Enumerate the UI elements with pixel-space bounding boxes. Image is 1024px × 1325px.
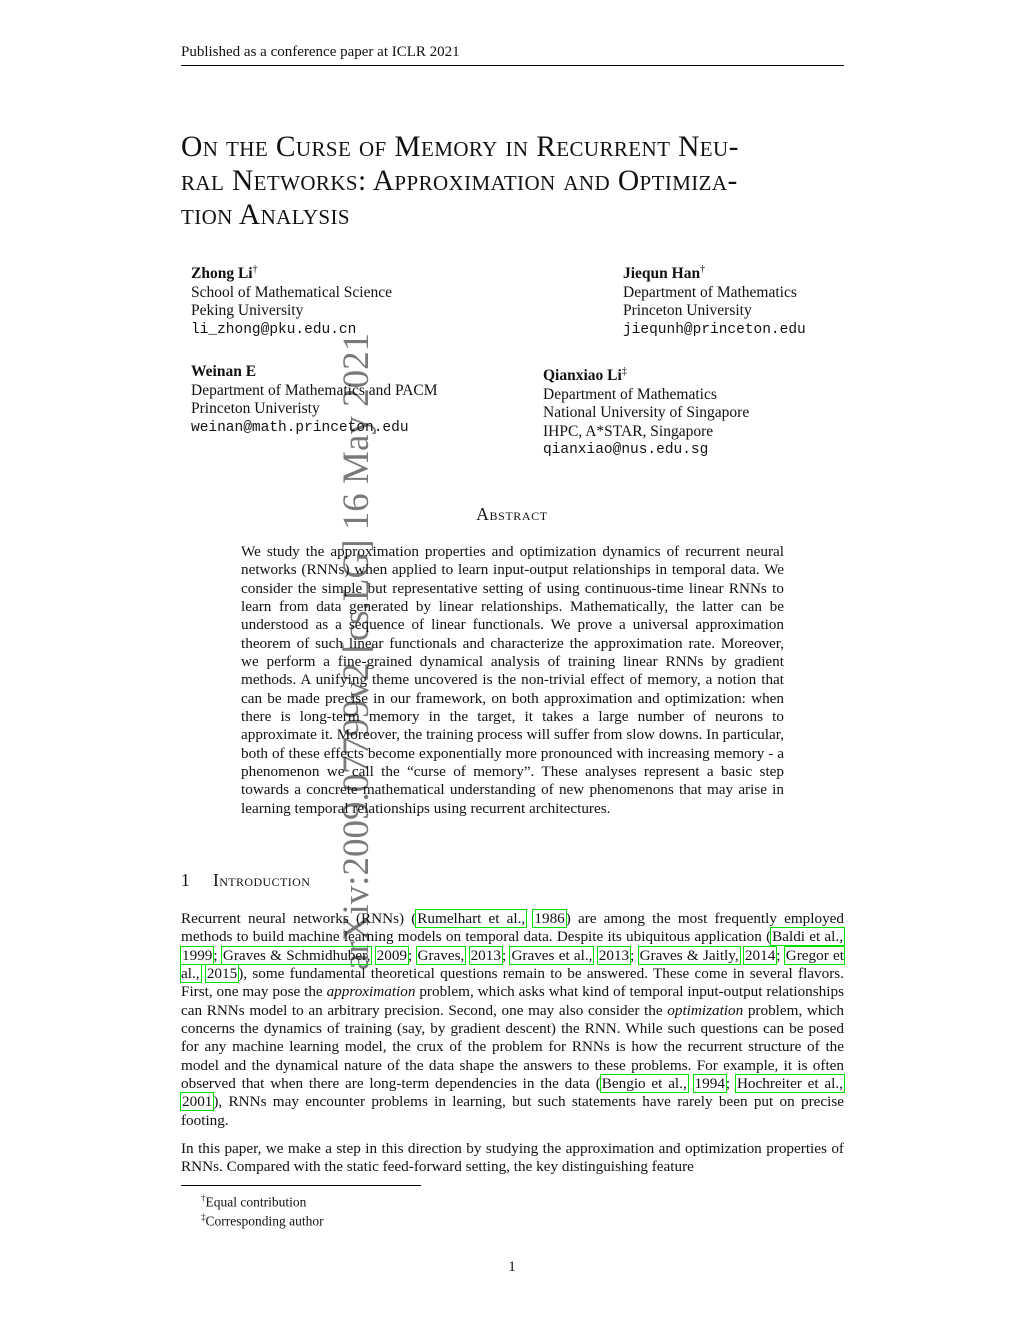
- footnote-text: Corresponding author: [205, 1213, 324, 1229]
- footnote-text: Equal contribution: [205, 1194, 307, 1210]
- emphasis-optimization: optimization: [667, 1001, 744, 1019]
- author-affiliation: National University of Singapore: [543, 404, 750, 422]
- footnote-2: [201, 1208, 324, 1231]
- author-affiliation: School of Mathematical Science: [191, 283, 393, 301]
- author-mark: †: [700, 264, 706, 275]
- text-run: problem, which concerns the dynamics of training (say, by gradient descent) the RNN. While such questions can be posed for any machine learning model, the crux of the problem for RNNs is how the recurrent structure of the model and the dynamical nature of the data shape the answers to these problems. For example, it is often observed that when there are long-term dependencies in the data (: [181, 1001, 845, 1093]
- title-line-3: tion Analysis: [181, 199, 350, 231]
- author-name: Jiequn Han: [623, 265, 701, 283]
- title-line-2: ral Networks: Approximation and Optimiza-: [181, 165, 738, 197]
- citation-year-link[interactable]: 1999: [182, 946, 213, 964]
- author-name: Qianxiao Li: [543, 367, 622, 385]
- section-number: 1: [181, 870, 191, 890]
- text-run: Recurrent neural networks (RNNs) (: [181, 910, 417, 927]
- citation-link[interactable]: Gregor et al.,: [181, 946, 845, 983]
- footnote-mark: ‡: [201, 1212, 206, 1222]
- section-title: Introduction: [213, 870, 311, 890]
- citation-year-link[interactable]: 1994: [694, 1075, 725, 1093]
- running-head: Published as a conference paper at ICLR 2021: [181, 44, 460, 60]
- citation-year-link[interactable]: 2013: [598, 946, 630, 964]
- abstract-text: We study the approximation properties and optimization dynamics of recurrent neural networks (RNNs) when applied to learn input-output relationships in temporal data. We consider the simple but representative setting of using continuous-time linear RNNs to learn from data generated by linear relationships. Mathematically, the latter can be understood as a sequence of linear functionals. We prove a universal approximation theorem of such linear functionals and characterize the approximation rate. Moreover, we perform a fine-grained dynamical analysis of training linear RNNs by gradient methods. A unifying theme uncovered is the non-trivial effect of memory, a notion that can be made precise in our framework, on both approximation and optimization: when there is long-term memory in the target, it takes a large number of neurons to approximate it. Moreover, the training process will suffer from slow downs. In particular, both of these effects become exponentially more pronounced with increasing memory - a phenomenon we call the “curse of memory”. These analyses represent a basic step towards a concrete mathematical understanding of new phenomenons that may arise in learning temporal relationships using recurrent architectures.: [241, 543, 784, 817]
- author-affiliation: Peking University: [191, 302, 304, 320]
- author-name: Zhong Li: [191, 265, 253, 283]
- author-email[interactable]: weinan@math.princeton.edu: [191, 419, 409, 436]
- citation-link[interactable]: Baldi et al.,: [772, 928, 843, 946]
- author-email[interactable]: li_zhong@pku.edu.cn: [191, 321, 357, 338]
- author-mark: ‡: [621, 366, 627, 377]
- text-run: ) are among the most frequently employed methods to build machine learning models on temporal data. Despite its ubiquitous application (: [181, 910, 845, 946]
- citation-link[interactable]: Graves,: [417, 946, 465, 964]
- paper-title: [181, 130, 846, 232]
- title-line-1: On the Curse of Memory in Recurrent Neu-: [181, 131, 739, 163]
- text-run: ), RNNs may encounter problems in learning, but such statements have rarely been put on precise footing.: [181, 1093, 844, 1129]
- intro-paragraph-2: In this paper, we make a step in this direction by studying the approximation and optimization properties of RNNs. Compared with the static feed-forward setting, the key distinguishing feature: [181, 1140, 844, 1176]
- section-heading: [181, 870, 310, 891]
- header-rule: [181, 65, 844, 66]
- citation-link[interactable]: Bengio et al.,: [601, 1075, 687, 1093]
- author-affiliation: Princeton Univeristy: [191, 400, 320, 417]
- author-email[interactable]: jiequnh@princeton.edu: [623, 321, 806, 338]
- citation-link[interactable]: Graves et al.,: [511, 946, 593, 964]
- citation-link[interactable]: Rumelhart et al.,: [417, 910, 526, 927]
- author-block-qianxiao-li: [543, 363, 749, 460]
- intro-paragraph-1: Recurrent neural networks (RNNs) (Rumelhart et al., 1986) are among the most frequently employed methods to build machine learning models on temporal data. Despite its ubiquitous application (Baldi et al., 1999; Graves & Schmidhuber, 2009; Graves, 2013; Graves et al., 2013; Graves & Jaitly, 2014; Gregor et al., 2015), some fundamental theoretical questions remain to be answered. These come in several flavors. First, one may pose the approximation problem, which asks what kind of temporal input-output relationships can RNNs model to an arbitrary precision. Second, one may also consider the optimization problem, which concerns the dynamics of training (say, by gradient descent) the RNN. While such questions can be posed for any machine learning model, the crux of the problem for RNNs is how the recurrent structure of the model and the dynamical nature of the data shape the answers to these problems. For example, it is often observed that when there are long-term dependencies in the data (Bengio et al., 1994; Hochreiter et al., 2001), RNNs may encounter problems in learning, but such statements have rarely been put on precise footing.: [181, 910, 845, 1129]
- author-email[interactable]: qianxiao@nus.edu.sg: [543, 442, 709, 459]
- arxiv-stamp[interactable]: arXiv:2009.07799v2 [cs.LG] 16 May 2021: [336, 332, 377, 970]
- citation-year-link[interactable]: 2013: [470, 946, 501, 964]
- citation-year-link[interactable]: 2009: [376, 946, 408, 964]
- citation-year-link[interactable]: 2001: [182, 1093, 213, 1111]
- author-affiliation: Department of Mathematics: [543, 385, 717, 403]
- author-block-jiequn-han: [623, 261, 806, 339]
- text-run: problem, which asks what kind of temporal input-output relationships can RNNs model to an arbitrary precision. Second, one may also consider the: [181, 983, 844, 1019]
- emphasis-approximation: approximation: [326, 983, 416, 1001]
- author-affiliation: IHPC, A*STAR, Singapore: [543, 422, 714, 440]
- abstract-heading: Abstract: [476, 504, 548, 524]
- citation-link[interactable]: Hochreiter et al.,: [736, 1075, 843, 1093]
- author-affiliation: Department of Mathematics and PACM: [191, 381, 438, 399]
- author-name: Weinan E: [191, 363, 257, 380]
- text-run: ), some fundamental theoretical questions remain to be answered. These come in several flavors. First, one may pose the: [181, 965, 845, 1001]
- author-affiliation: Princeton University: [623, 302, 752, 320]
- citation-link[interactable]: Graves & Schmidhuber,: [222, 946, 371, 964]
- citation-year-link[interactable]: 1986: [534, 910, 565, 927]
- citation-year-link[interactable]: 2015: [206, 965, 238, 983]
- author-mark: †: [252, 264, 258, 275]
- author-block-zhong-li: [191, 261, 392, 339]
- citation-year-link[interactable]: 2014: [744, 946, 776, 964]
- page-number: 1: [508, 1259, 516, 1275]
- citation-link[interactable]: Graves & Jaitly,: [639, 946, 739, 964]
- footnote-mark: †: [201, 1193, 206, 1203]
- footnote-rule: [181, 1185, 421, 1186]
- author-block-weinan-e: [191, 363, 438, 437]
- author-affiliation: Department of Mathematics: [623, 283, 797, 301]
